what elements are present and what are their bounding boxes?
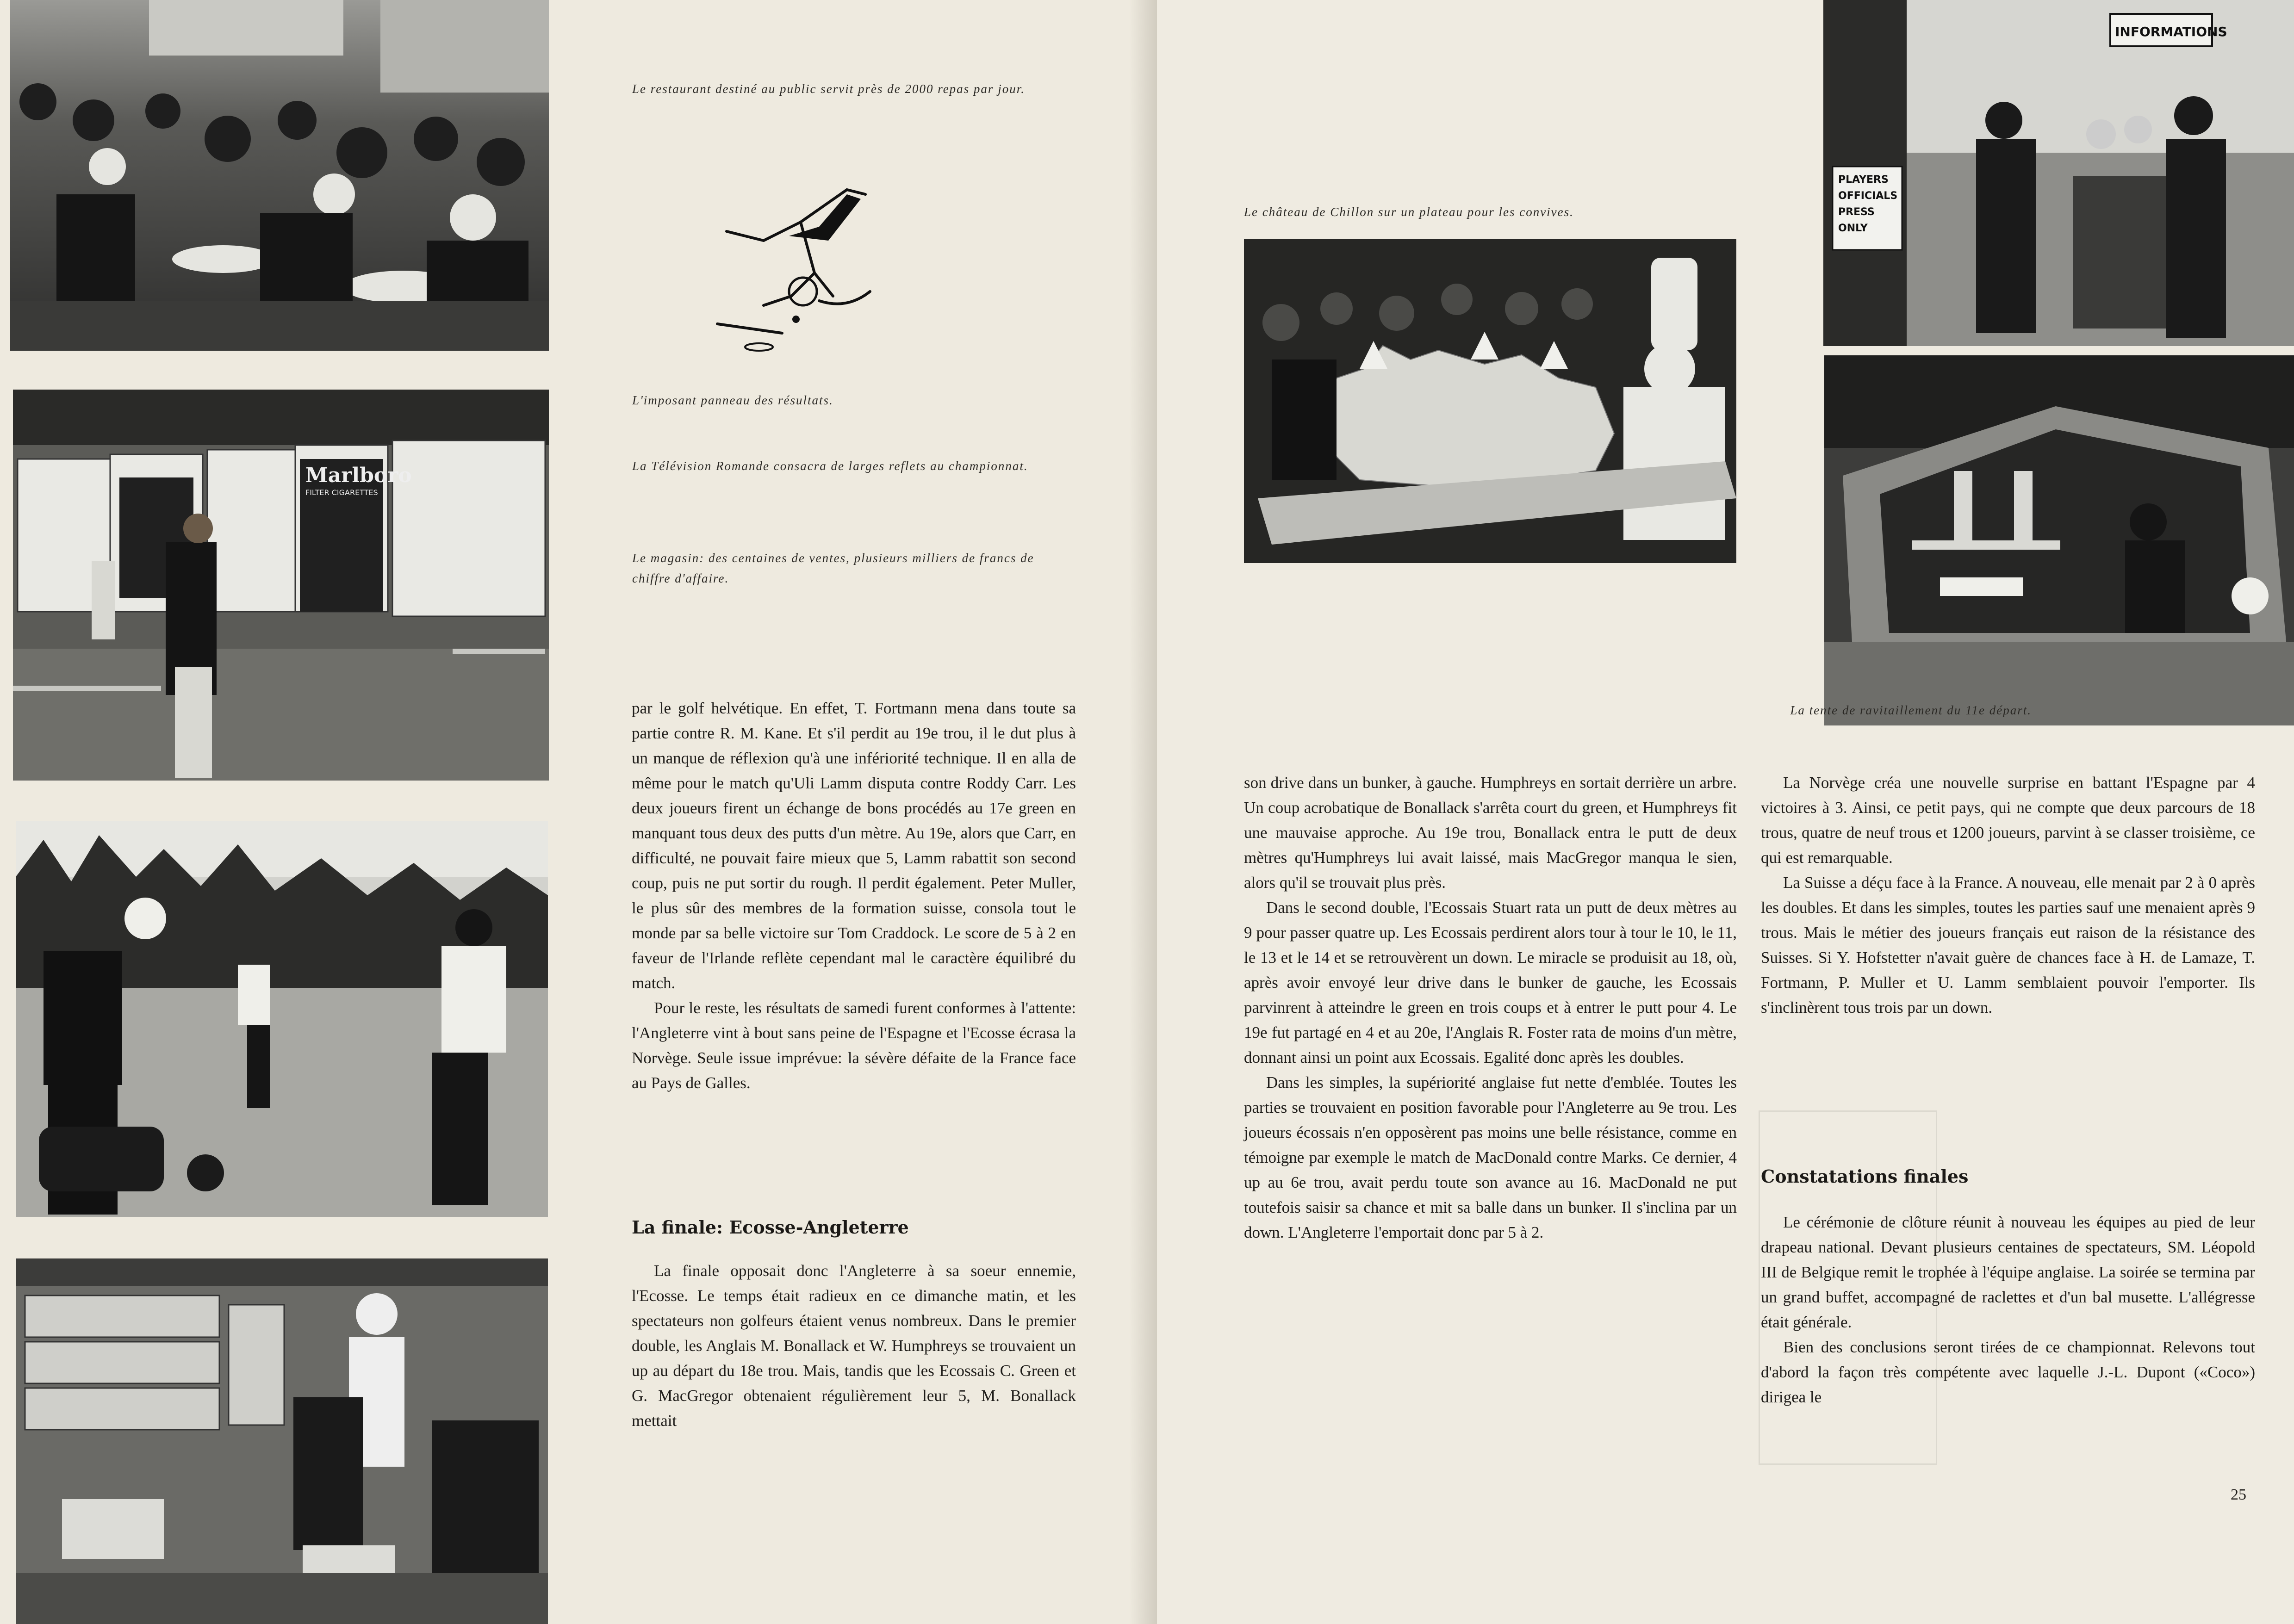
photo-tent <box>1824 355 2294 725</box>
left-page <box>0 0 1143 1624</box>
paragraph: par le golf helvétique. En effet, T. Fortmann mena dans toute sa partie contre R. M. Kane. Et s'il perdit au 19e trou, il le dut plus à un manque de réflexion qu'à une infériorité technique. Il en alla de même pour le match qu'Uli Lamm disputa contre Roddy Carr. Les deux joueurs firent un échange de bons procédés au 17e green en manquant tous deux des putts d'un mètre. Au 19e, alors que Carr, en difficulté, ne pouvait faire mieux que 5, Lamm rabattit son second coup, puis ne put sortir du rough. Il perdit également. Peter Muller, le plus sûr des membres de la formation suisse, consola tout le monde par sa belle victoire sur Tom Craddock. Le score de 5 à 2 en faveur de l'Irlande reflète cependant mal le caractère équilibré du match. <box>632 699 1076 992</box>
right-column-2 <box>1761 770 2255 1020</box>
paragraph: Le cérémonie de clôture réunit à nouveau les équipes au pied de leur drapeau national. Devant plusieurs centaines de spectateurs, SM. Léopold III de Belgique remit le trophée à l'équipe anglaise. La soirée se termina par un grand buffet, accompagné de raclettes et d'un bal musette. L'allégresse était générale. <box>1761 1213 2255 1331</box>
right-page <box>1157 0 2294 1624</box>
photo-shop <box>16 1258 548 1624</box>
caption-shop: Le magasin: des centaines de ventes, plusieurs milliers de francs de chiffre d'affaire. <box>632 551 1034 585</box>
marlboro-subsign: FILTER CIGARETTES <box>305 488 378 497</box>
right-column-1 <box>1244 770 1737 1245</box>
sign-line-only: ONLY <box>1838 223 1868 234</box>
paragraph: La Norvège créa une nouvelle surprise en battant l'Espagne par 4 victoires à 3. Ainsi, ce petit pays, qui ne compte que deux parcours de 18 trous, quatre de neuf trous et 1200 joueurs, parvint à se classer troisième, ce qui est remarquable. <box>1761 774 2255 867</box>
golfer-cartoon <box>708 180 902 356</box>
paragraph: Bien des conclusions seront tirées de ce championnat. Relevons tout d'abord la façon très compétente avec laquelle J.-L. Dupont («Coco») dirigea le <box>1761 1338 2255 1406</box>
caption-chillon: Le château de Chillon sur un plateau pour les convives. <box>1244 205 1574 219</box>
paragraph: La Suisse a déçu face à la France. A nouveau, elle menait par 2 à 0 après les doubles. Et dans les simples, toutes les parties sauf une menaient après 9 trous. Mais le métier des joueurs français eut raison de la résistance des Suisses. Si Y. Hofstetter n'avait guère de chances face à H. de Lamaze, T. Fortmann, P. Muller et U. Lamm semblaient pouvoir l'emporter. Ils s'inclinèrent tous trois par un down. <box>1761 874 2255 1017</box>
left-finale-column <box>632 1258 1076 1433</box>
paragraph: La finale opposait donc l'Angleterre à sa soeur ennemie, l'Ecosse. Le temps était radieux en ce dimanche matin, et les spectateurs non golfeurs étaient venus nombreux. Dans le premier double, les Anglais M. Bonallack et W. Humphreys se trouvaient un up au départ du 18e trou. Mais, tandis que les Ecossais C. Green et G. MacGregor obtenaient régulièrement leur 5, M. Bonallack mettait <box>632 1262 1076 1430</box>
left-body-column <box>632 696 1076 1096</box>
heading-constatations: Constatations finales <box>1761 1166 1969 1187</box>
photo-scoreboard <box>13 390 549 781</box>
paragraph: Pour le reste, les résultats de samedi furent conformes à l'attente: l'Angleterre vint à bout sans peine de l'Espagne et l'Ecosse écrasa la Norvège. Seule issue imprévue: la sévère défaite de la France face au Pays de Galles. <box>632 999 1076 1092</box>
caption-tente: La tente de ravitaillement du 11e départ. <box>1790 703 2032 717</box>
sign-line-press: PRESS <box>1838 206 1875 218</box>
photo-chillon <box>1244 239 1736 563</box>
paragraph: Dans le second double, l'Ecossais Stuart rata un putt de deux mètres au 9 pour passer quatre up. Les Ecossais perdirent alors tour à tour le 10, le 11, le 13 et le 14 et se retrouvèrent un down. Le miracle se produisit au 18, où, après avoir envoyé leur drive dans le bunker de gauche, les Ecossais parvinrent à atteindre le green en trois coups et à entrer le putt pour 4. Le 19e fut partagé en 4 et au 20e, l'Anglais R. Foster rata de moins d'un mètre, donnant ainsi un point aux Ecossais. Egalité donc après les doubles. <box>1244 899 1737 1066</box>
page-number: 25 <box>2231 1486 2246 1503</box>
sign-line-players: PLAYERS <box>1838 174 1889 186</box>
heading-finale: La finale: Ecosse-Angleterre <box>632 1217 909 1238</box>
caption-television: La Télévision Romande consacra de larges reflets au championnat. <box>632 459 1028 473</box>
caption-scoreboard: L'imposant panneau des résultats. <box>632 393 833 407</box>
right-column-2-lower <box>1761 1210 2255 1410</box>
paragraph: son drive dans un bunker, à gauche. Humphreys en sortait derrière un arbre. Un coup acrobatique de Bonallack s'arrêta court du green, et Humphreys fit une mauvaise approche. Au 19e trou, Bonallack entra le putt de deux mètres qu'Humphreys lui avait laissé, mais MacGregor manqua le sien, alors qu'il se trouvait plus près. <box>1244 774 1737 892</box>
sign-line-officials: OFFICIALS <box>1838 190 1898 202</box>
paragraph: Dans les simples, la supériorité anglaise fut nette d'emblée. Toutes les parties se trouvaient en position favorable pour l'Angleterre au 9e trou. Les joueurs écossais n'en opposèrent pas moins une belle résistance, comme en témoigne par exemple le match de MacDonald contre Marks. Ce dernier, 4 up au 6e trou, avait perdu toute son avance au 16. MacDonald ne put toutefois saisir sa chance et mit sa balle dans un bunker. Il s'inclina par un down. L'Angleterre l'emportait donc par 5 à 2. <box>1244 1073 1737 1241</box>
informations-sign: INFORMATIONS <box>2115 24 2227 39</box>
photo-restaurant <box>10 0 549 351</box>
photo-television <box>16 821 548 1217</box>
photo-informations <box>1823 0 2294 346</box>
caption-restaurant: Le restaurant destiné au public servit près de 2000 repas par jour. <box>632 82 1025 96</box>
marlboro-sign: Marlboro <box>305 464 412 487</box>
